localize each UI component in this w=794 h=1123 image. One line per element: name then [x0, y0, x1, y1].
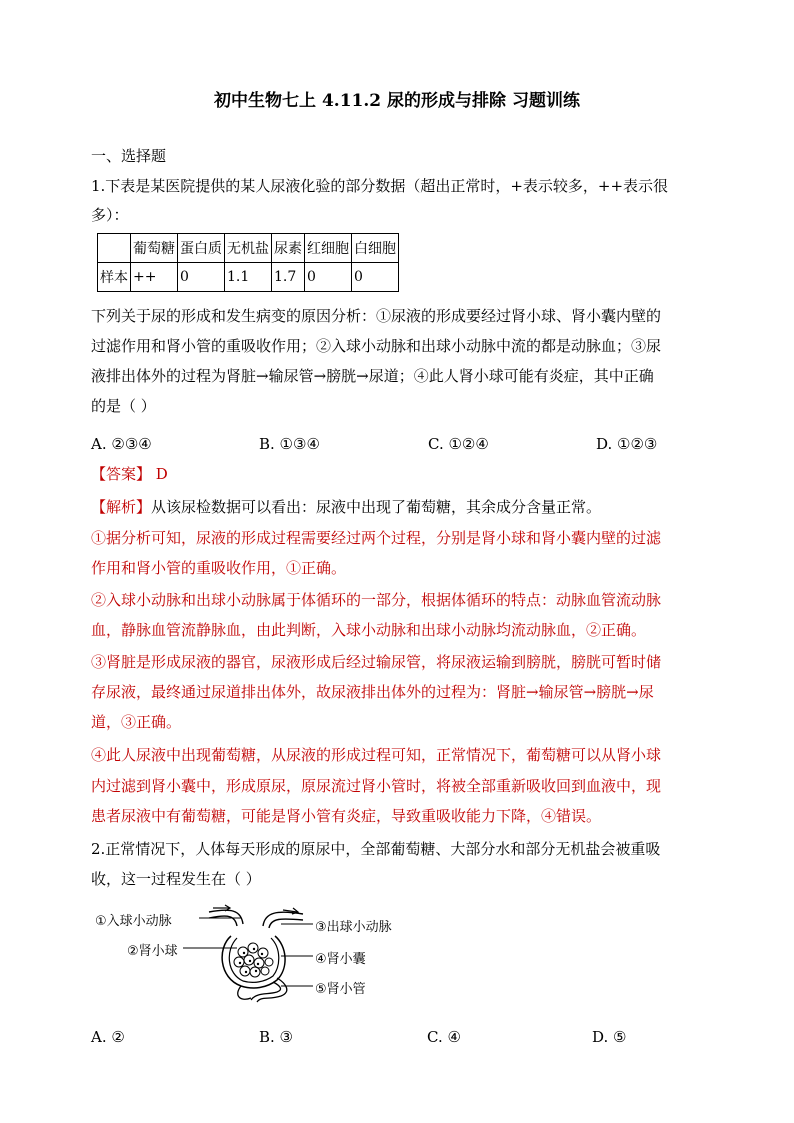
answer-value: D — [155, 465, 168, 483]
q2-stem-line: 收，这一过程发生在（ ） — [91, 870, 261, 888]
analysis-line: 内过滤到肾小囊中，形成原尿，原尿流过肾小管时，将被全部重新吸收回到血液中，现 — [91, 777, 662, 795]
urine-test-table — [97, 233, 399, 292]
label-afferent-arteriole: ①入球小动脉 — [95, 914, 172, 929]
q1-option-a: A. ②③④ — [91, 435, 152, 453]
label-renal-tubule: ⑤肾小管 — [315, 982, 366, 997]
table-header-cell — [98, 234, 131, 263]
q1-option-d: D. ①②③ — [596, 435, 658, 453]
q2-option-a: A. ② — [91, 1028, 125, 1046]
q1-option-b: B. ①③④ — [259, 435, 320, 453]
q1-stem-line: 多）： — [91, 206, 129, 224]
label-glomerulus: ②肾小球 — [127, 944, 178, 959]
q1-body-line: 的是（ ） — [91, 397, 156, 415]
q2-option-c: C. ④ — [427, 1028, 461, 1046]
table-cell: 1.7 — [272, 263, 305, 292]
q1-body-line: 液排出体外的过程为肾脏→输尿管→膀胱→尿道；④此人肾小球可能有炎症，其中正确 — [91, 367, 654, 385]
q1-answer-line — [91, 464, 705, 484]
table-header-cell: 葡萄糖 — [131, 234, 178, 263]
table-header-row — [98, 234, 399, 263]
table-header-cell: 尿素 — [272, 234, 305, 263]
table-header-cell: 白细胞 — [352, 234, 399, 263]
analysis-line: ④此人尿液中出现葡萄糖，从尿液的形成过程可知，正常情况下，葡萄糖可以从肾小球 — [91, 746, 662, 764]
q2-option-d: D. ⑤ — [592, 1028, 627, 1046]
analysis-line: 存尿液，最终通过尿道排出体外，故尿液排出体外的过程为：肾脏→输尿管→膀胱→尿 — [91, 683, 654, 701]
nephron-diagram — [91, 900, 431, 1005]
table-header-cell: 无机盐 — [225, 234, 272, 263]
table-cell: ++ — [131, 263, 178, 292]
table-cell: 0 — [178, 263, 225, 292]
page-title: 初中生物七上 4.11.2 尿的形成与排除 习题训练 — [214, 91, 580, 111]
table-header-cell: 红细胞 — [305, 234, 352, 263]
table-row — [98, 263, 399, 292]
analysis-line: 道，③正确。 — [91, 713, 182, 731]
analysis-line: 作用和肾小管的重吸收作用，①正确。 — [91, 559, 347, 577]
label-efferent-arteriole: ③出球小动脉 — [315, 920, 392, 935]
section-heading: 一、选择题 — [91, 147, 167, 165]
q1-stem-line: 1.下表是某医院提供的某人尿液化验的部分数据（超出正常时，+表示较多，++表示很 — [91, 177, 669, 195]
analysis-line: ①据分析可知，尿液的形成过程需要经过两个过程，分别是肾小球和肾小囊内壁的过滤 — [91, 529, 662, 547]
table-cell: 样本 — [98, 263, 131, 292]
analysis-line: ③肾脏是形成尿液的器官，尿液形成后经过输尿管，将尿液运输到膀胱，膀胱可暂时储 — [91, 653, 662, 671]
analysis-line: 血，静脉血管流静脉血，由此判断，入球小动脉和出球小动脉均流动脉血，②正确。 — [91, 621, 647, 639]
analysis-line: 患者尿液中有葡萄糖，可能是肾小管有炎症，导致重吸收能力下降，④错误。 — [91, 807, 602, 825]
table-header-cell: 蛋白质 — [178, 234, 225, 263]
q1-option-c: C. ①②④ — [428, 435, 489, 453]
table-cell: 1.1 — [225, 263, 272, 292]
analysis-intro: 从该尿检数据可以看出：尿液中出现了葡萄糖，其余成分含量正常。 — [151, 498, 602, 516]
q1-analysis-first-line — [91, 497, 705, 517]
q1-body-line: 过滤作用和肾小管的重吸收作用；②入球小动脉和出球小动脉中流的都是动脉血；③尿 — [91, 337, 662, 355]
answer-tag: 【答案】 — [91, 465, 152, 483]
table-cell: 0 — [352, 263, 399, 292]
analysis-line: ②入球小动脉和出球小动脉属于体循环的一部分，根据体循环的特点：动脉血管流动脉 — [91, 591, 662, 609]
label-bowman-capsule: ④肾小囊 — [315, 952, 366, 967]
q2-stem-line: 2.正常情况下，人体每天形成的原尿中，全部葡萄糖、大部分水和部分无机盐会被重吸 — [91, 840, 661, 858]
analysis-tag: 【解析】 — [91, 498, 152, 516]
q1-body-line: 下列关于尿的形成和发生病变的原因分析：①尿液的形成要经过肾小球、肾小囊内壁的 — [91, 307, 662, 325]
table-cell: 0 — [305, 263, 352, 292]
q2-option-b: B. ③ — [259, 1028, 294, 1046]
